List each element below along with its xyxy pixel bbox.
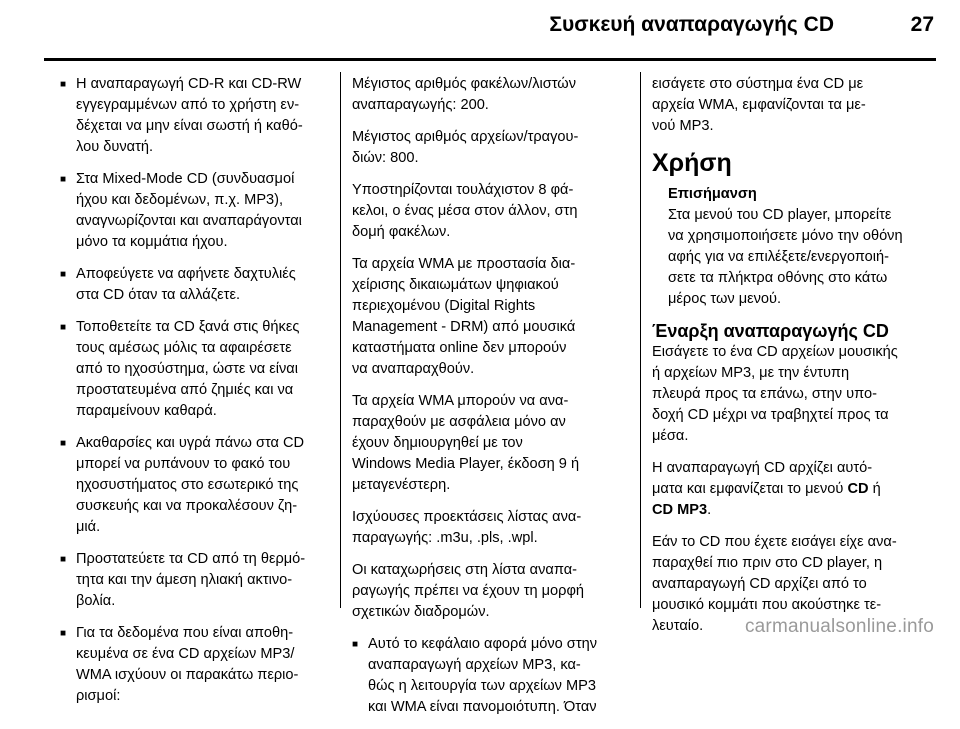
column-middle bbox=[352, 74, 628, 729]
paragraph: Τα αρχεία WMA μπορούν να ανα- παραχθούν με ασφάλεια μόνο αν έχουν δημιουργηθεί με τον Windows Media Player, έκδοση 9 ή μεταγενέστερη. bbox=[352, 393, 580, 493]
menu-name-cd: CD bbox=[847, 481, 869, 497]
note-heading: Επισήμανση bbox=[668, 186, 757, 202]
bullet-icon: ■ bbox=[60, 174, 67, 185]
bullet-icon: ■ bbox=[60, 438, 67, 449]
bullet-icon: ■ bbox=[60, 322, 67, 333]
page-number: 27 bbox=[910, 13, 934, 36]
subsection-heading: Έναρξη αναπαραγωγής CD bbox=[652, 321, 889, 341]
bullet-icon: ■ bbox=[60, 554, 67, 565]
bullet-item: ■ Τοποθετείτε τα CD ξανά στις θήκες τους αμέσως μόλις τα αφαιρέσετε από το ηχοσύστημα, ώστε να είναι προστατευμένα από ζημιές και να παραμείνουν καθαρά. bbox=[60, 319, 300, 419]
paragraph: Τα αρχεία WMA με προστασία δια- χείρισης δικαιωμάτων ψηφιακού περιεχομένου (Digital Rights Management - DRM) από μουσικά καταστήματα online δεν μπορούν να αναπαραχθούν. bbox=[352, 256, 576, 377]
bullet-icon: ■ bbox=[352, 639, 359, 650]
paragraph: Μέγιστος αριθμός φακέλων/λιστών αναπαραγωγής: 200. bbox=[352, 76, 577, 113]
bullet-icon: ■ bbox=[60, 628, 67, 639]
section-heading: Χρήση bbox=[652, 149, 732, 177]
paragraph: Υποστηρίζονται τουλάχιστον 8 φά- κελοι, ο ένας μέσα στον άλλον, στη δομή φακέλων. bbox=[352, 182, 578, 240]
bullet-item: ■ Στα Mixed-Mode CD (συνδυασμοί ήχου και δεδομένων, π.χ. MP3), αναγνωρίζονται και αναπαράγονται μόνο τα κομμάτια ήχου. bbox=[60, 171, 302, 250]
bullet-item: ■ Για τα δεδομένα που είναι αποθη- κευμένα σε ένα CD αρχείων MP3/ WMA ισχύουν οι παρακάτω περιο- ρισμοί: bbox=[60, 625, 299, 704]
bullet-item: ■ Προστατεύετε τα CD από τη θερμό- τητα και την άμεση ηλιακή ακτινο- βολία. bbox=[60, 551, 306, 609]
column-right bbox=[652, 74, 930, 648]
note-text: Στα μενού του CD player, μπορείτε να χρησιμοποιήσετε μόνο την οθόνη αφής για να επιλέξετε/ενεργοποιή- σετε τα πλήκτρα οθόνης στο κάτω μέρος των μενού. bbox=[668, 207, 903, 307]
bullet-item: ■ Η αναπαραγωγή CD-R και CD-RW εγγεγραμμένων από το χρήστη εν- δέχεται να μην είναι σωστή ή καθό- λου δυνατή. bbox=[60, 76, 303, 155]
paragraph: Οι καταχωρήσεις στη λίστα αναπα- ραγωγής πρέπει να έχουν τη μορφή σχετικών διαδρομών. bbox=[352, 562, 585, 620]
column-divider-1 bbox=[340, 72, 341, 608]
paragraph: Μέγιστος αριθμός αρχείων/τραγου- διών: 800. bbox=[352, 129, 579, 166]
paragraph: εισάγετε στο σύστημα ένα CD με αρχεία WMA, εμφανίζονται τα με- νού MP3. bbox=[652, 76, 866, 134]
page-title: Συσκευή αναπαραγωγής CD bbox=[549, 13, 834, 36]
bullet-item: ■ Ακαθαρσίες και υγρά πάνω στα CD μπορεί να ρυπάνουν το φακό του ηχοσυστήματος στο εσωτερικό της συσκευής και να προκαλέσουν ζη- μιά. bbox=[60, 435, 305, 535]
bullet-icon: ■ bbox=[60, 269, 67, 280]
menu-name-cd-mp3: CD MP3 bbox=[652, 502, 708, 518]
bullet-item: ■ Αποφεύγετε να αφήνετε δαχτυλιές στα CD όταν τα αλλάζετε. bbox=[60, 266, 296, 303]
bullet-item: ■ Αυτό το κεφάλαιο αφορά μόνο στην αναπαραγωγή αρχείων MP3, κα- θώς η λειτουργία των αρχείων MP3 και WMA είναι πανομοιότυπη. Όταν bbox=[352, 636, 597, 715]
column-left bbox=[60, 74, 330, 718]
paragraph: Η αναπαραγωγή CD αρχίζει αυτό- ματα και εμφανίζεται το μενού CD ή CD MP3. bbox=[652, 460, 881, 518]
paragraph: Εισάγετε το ένα CD αρχείων μουσικής ή αρχείων MP3, με την έντυπη πλευρά προς τα επάνω, στην υπο- δοχή CD μέχρι να τραβηχτεί προς τα μέσα. bbox=[652, 344, 898, 444]
paragraph: Ισχύουσες προεκτάσεις λίστας ανα- παραγωγής: .m3u, .pls, .wpl. bbox=[352, 509, 582, 546]
watermark: carmanualsonline.info bbox=[744, 616, 934, 637]
header-rule bbox=[44, 58, 936, 61]
column-divider-2 bbox=[640, 72, 641, 608]
bullet-icon: ■ bbox=[60, 79, 67, 90]
paragraph: Εάν το CD που έχετε εισάγει είχε ανα- παραχθεί πιο πριν στο CD player, η αναπαραγωγή CD αρχίζει από το μουσικό κομμάτι που ακούστηκε τε- λευταίο. bbox=[652, 534, 897, 634]
